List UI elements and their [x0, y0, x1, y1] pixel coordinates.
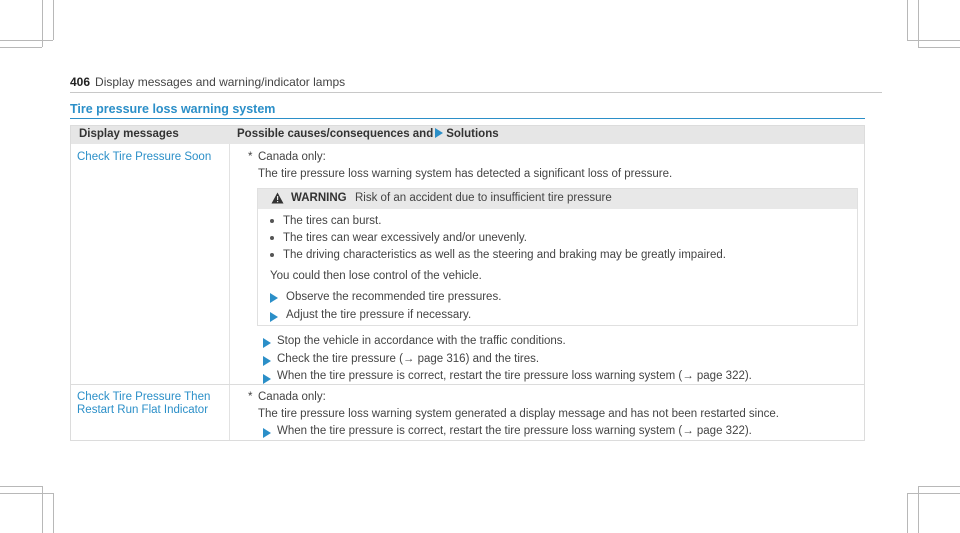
section-title: Tire pressure loss warning system: [70, 102, 276, 116]
asterisk: *: [248, 391, 253, 403]
warning-triangle-icon: [271, 192, 284, 204]
solution-step: Stop the vehicle in accordance with the traffic conditions.: [277, 335, 566, 347]
column-divider: [229, 144, 230, 440]
table-header: [71, 126, 864, 144]
header-solutions-label: Solutions: [446, 128, 499, 140]
display-message: Check Tire Pressure Soon: [77, 151, 212, 163]
crop-mark: [918, 486, 960, 487]
crop-mark: [0, 40, 53, 41]
page-title: Display messages and warning/indicator lamps: [95, 75, 346, 89]
crop-mark: [53, 0, 54, 40]
play-arrow-icon: [270, 293, 278, 303]
bullet-icon: [270, 219, 274, 223]
bullet-icon: [270, 236, 274, 240]
play-arrow-icon: [263, 428, 271, 438]
display-message: Check Tire Pressure Then: [77, 391, 211, 403]
crop-mark: [0, 486, 42, 487]
warning-note: You could then lose control of the vehicle.: [270, 270, 482, 282]
play-arrow-icon: [270, 312, 278, 322]
header-causes-solutions: [237, 128, 499, 140]
solution-step: When the tire pressure is correct, restart the tire pressure loss warning system (→ page 322).: [277, 425, 752, 437]
display-message: Restart Run Flat Indicator: [77, 404, 209, 416]
play-arrow-icon: [263, 356, 271, 366]
cause-text: The tire pressure loss warning system generated a display message and has not been restarted since.: [258, 408, 779, 420]
region-note: Canada only:: [258, 391, 326, 403]
page-number: 406: [70, 75, 91, 89]
warning-bullet: The tires can burst.: [283, 215, 382, 227]
crop-mark: [0, 47, 42, 48]
warning-step: Observe the recommended tire pressures.: [286, 291, 502, 303]
crop-mark: [918, 47, 960, 48]
section-divider: [70, 118, 865, 119]
cause-text: The tire pressure loss warning system has detected a significant loss of pressure.: [258, 168, 673, 180]
crop-mark: [0, 493, 53, 494]
solution-step: When the tire pressure is correct, restart the tire pressure loss warning system (→ page 322).: [277, 370, 752, 382]
row-divider: [71, 384, 864, 385]
play-arrow-icon: [435, 128, 443, 138]
warning-bullet: The driving characteristics as well as the steering and braking may be greatly impaired.: [283, 249, 726, 261]
crop-mark: [907, 493, 960, 494]
crop-mark: [907, 40, 960, 41]
warning-header: [258, 189, 857, 209]
asterisk: *: [248, 151, 253, 163]
crop-mark: [907, 0, 908, 40]
messages-table: [70, 125, 865, 441]
crop-mark: [53, 493, 54, 533]
header-divider: [70, 92, 882, 93]
solution-step: Check the tire pressure (→ page 316) and the tires.: [277, 353, 540, 365]
header-display-messages: Display messages: [79, 128, 179, 140]
header-causes-label: Possible causes/consequences and: [237, 128, 434, 140]
page-header: [70, 75, 345, 89]
play-arrow-icon: [263, 338, 271, 348]
warning-bullet: The tires can wear excessively and/or unevenly.: [283, 232, 527, 244]
crop-mark: [907, 493, 908, 533]
warning-text: Risk of an accident due to insufficient tire pressure: [355, 192, 612, 204]
warning-step: Adjust the tire pressure if necessary.: [286, 309, 472, 321]
bullet-icon: [270, 253, 274, 257]
warning-box: [257, 188, 858, 326]
play-arrow-icon: [263, 374, 271, 384]
region-note: Canada only:: [258, 151, 326, 163]
warning-label: WARNING: [291, 192, 347, 204]
